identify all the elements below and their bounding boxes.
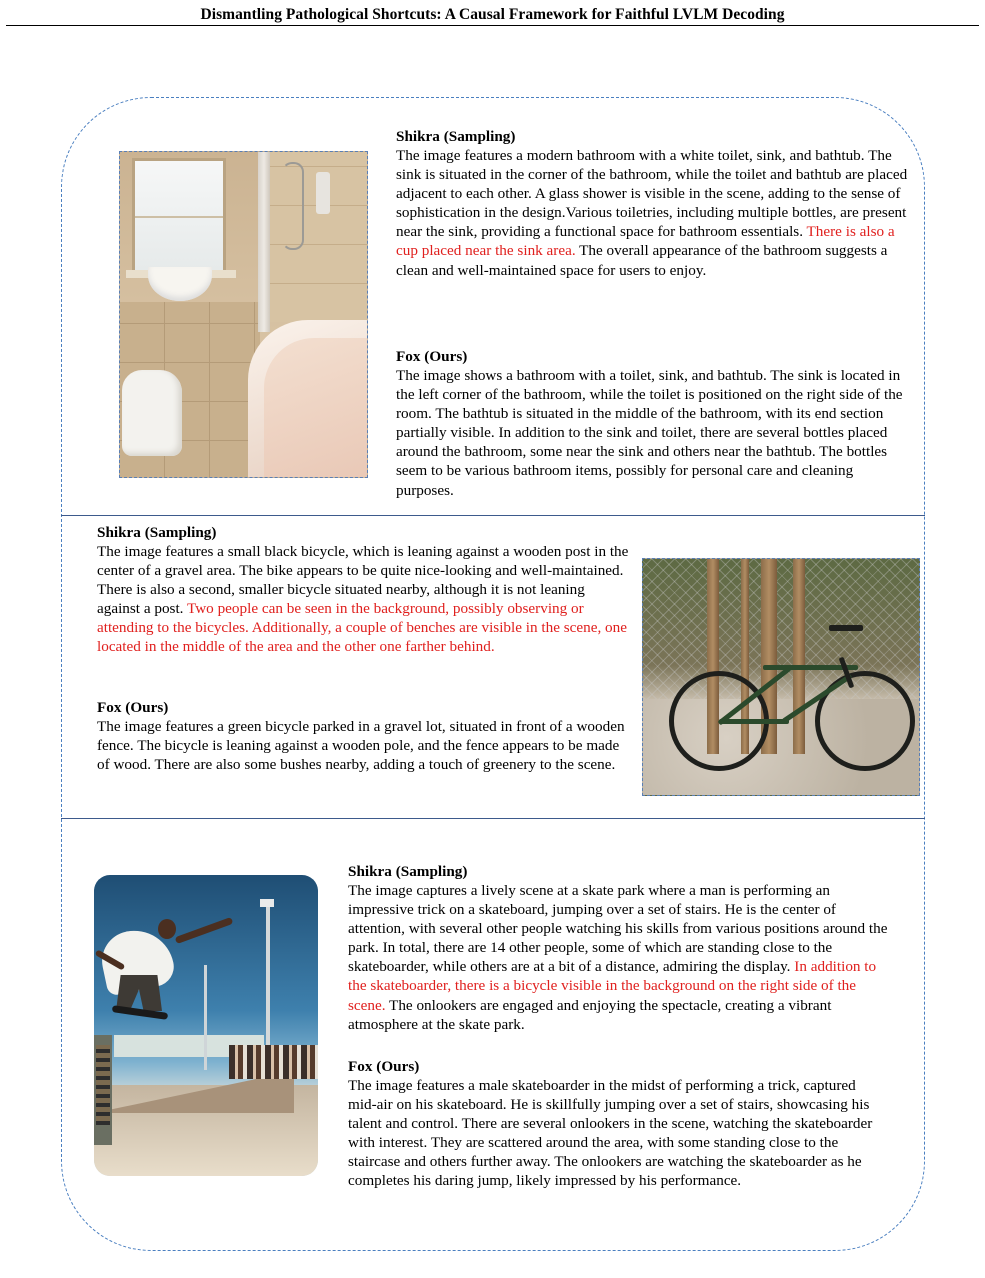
example-1-shikra: [396, 127, 908, 280]
fox-caption: The image features a male skateboarder in the midst of performing a trick, captured mid-air on his skateboard. He is skillfully jumping over a set of stairs, showcasing his talent and control. There are several onlookers in the scene, watching the skateboarder with interest. They are scattered around the area, with some standing close to the staircase and others further away. The onlookers are watching the skateboarder as he completes his daring jump, likely impressed by his performance.: [348, 1077, 873, 1190]
fox-heading: Fox (Ours): [396, 348, 468, 365]
header-rule: [6, 25, 979, 26]
hallucination-text: In addition to the skateboarder, there is a bicycle visible in the background on the right side of the scene.: [348, 958, 877, 1014]
hallucination-text: There is also a cup placed near the sink area.: [396, 223, 895, 260]
running-head-title: Dismantling Pathological Shortcuts: A Causal Framework for Faithful LVLM Decoding: [200, 6, 785, 23]
bathroom-photo-icon: [119, 151, 368, 478]
hallucination-text: Two people can be seen in the background, possibly observing or attending to the bicycles. Additionally, a couple of benches are visible in the scene, one located in the middle of the area and the other one farther behind.: [97, 600, 627, 656]
shikra-caption: The image features a modern bathroom with a white toilet, sink, and bathtub. The sink is situated in the corner of the bathroom, while the toilet and bathtub are placed adjacent to each other. A glass shower is visible in the scene, adding to the sense of sophistication in the design.Various toiletries, including multiple bottles, are present near the sink, providing a functional space for bathroom essentials. There is also a cup placed near the sink area. The overall appearance of the bathroom suggests a clean and well-maintained space for users to enjoy.: [396, 147, 908, 279]
example-2-fox: [97, 698, 629, 774]
example-2-shikra: [97, 523, 629, 657]
fox-caption: The image shows a bathroom with a toilet, sink, and bathtub. The sink is located in the left corner of the bathroom, while the toilet is positioned on the right side of the room. The bathtub is situated in the middle of the bathroom, with its end section partially visible. In addition to the sink and toilet, there are several bottles placed around the bathroom, some near the sink and others near the bathtub. The bottles seem to be various bathroom items, possibly for personal care and cleaning purposes.: [396, 367, 903, 499]
shikra-caption: The image features a small black bicycle, which is leaning against a wooden post in the center of a gravel area. The bike appears to be quite nice-looking and well-maintained. There is also a second, smaller bicycle situated nearby, although it is not leaning against a post. Two people can be seen in the background, possibly observing or attending to the bicycles. Additionally, a couple of benches are visible in the scene, one located in the middle of the area and the other one farther behind.: [97, 543, 629, 656]
fox-caption: The image features a green bicycle parked in a gravel lot, situated in front of a wooden fence. The bicycle is leaning against a wooden pole, and the fence appears to be made of wood. There are also some bushes nearby, adding a touch of greenery to the scene.: [97, 718, 625, 774]
fox-heading: Fox (Ours): [97, 699, 169, 716]
panel-separator: [61, 515, 925, 516]
panel-separator: [61, 818, 925, 819]
bicycle-photo-icon: [642, 558, 920, 796]
shikra-caption: The image captures a lively scene at a skate park where a man is performing an impressive trick on a skateboard, jumping over a set of stairs. He is the center of attention, with several other people watching his skills from various positions around the park. In total, there are 14 other people, some of which are standing close to the skateboarder, while others are at a bit of a distance, admiring the display. In addition to the skateboarder, there is a bicycle visible in the background on the right side of the scene. The onlookers are engaged and enjoying the spectacle, creating a vibrant atmosphere at the skate park.: [348, 882, 888, 1033]
shikra-heading: Shikra (Sampling): [396, 128, 516, 145]
example-3-fox: [348, 1057, 888, 1191]
example-3-shikra: [348, 862, 888, 1034]
skateboarder-photo-icon: [94, 875, 318, 1176]
fox-heading: Fox (Ours): [348, 1058, 420, 1075]
example-1-fox: [396, 347, 908, 500]
shikra-heading: Shikra (Sampling): [97, 524, 217, 541]
shikra-heading: Shikra (Sampling): [348, 863, 468, 880]
